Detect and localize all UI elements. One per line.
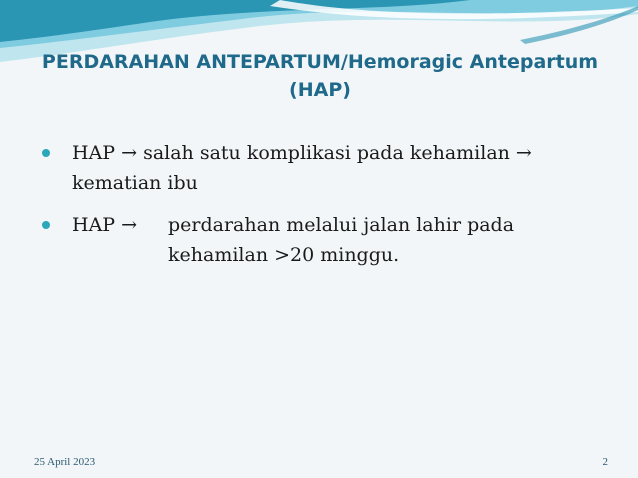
bullet-item [40, 138, 620, 198]
bullet-item [40, 210, 620, 270]
bullet-dot-icon [42, 149, 50, 157]
title-line-1: PERDARAHAN ANTEPARTUM/Hemoragic Antepartum [41, 51, 599, 73]
bullet-dot-icon [42, 221, 50, 229]
bullet-text: HAP → salah satu komplikasi pada kehamilan → kematian ibu [72, 142, 532, 194]
bullet-lead: HAP → [72, 214, 138, 236]
slide-title [40, 48, 600, 104]
title-line-2: (HAP) [289, 79, 351, 101]
page-number: 2 [602, 456, 608, 468]
bullet-list [40, 138, 620, 282]
footer-date: 25 April 2023 [34, 456, 96, 468]
bullet-text: perdarahan melalui jalan lahir pada kehamilan >20 minggu. [168, 214, 515, 266]
